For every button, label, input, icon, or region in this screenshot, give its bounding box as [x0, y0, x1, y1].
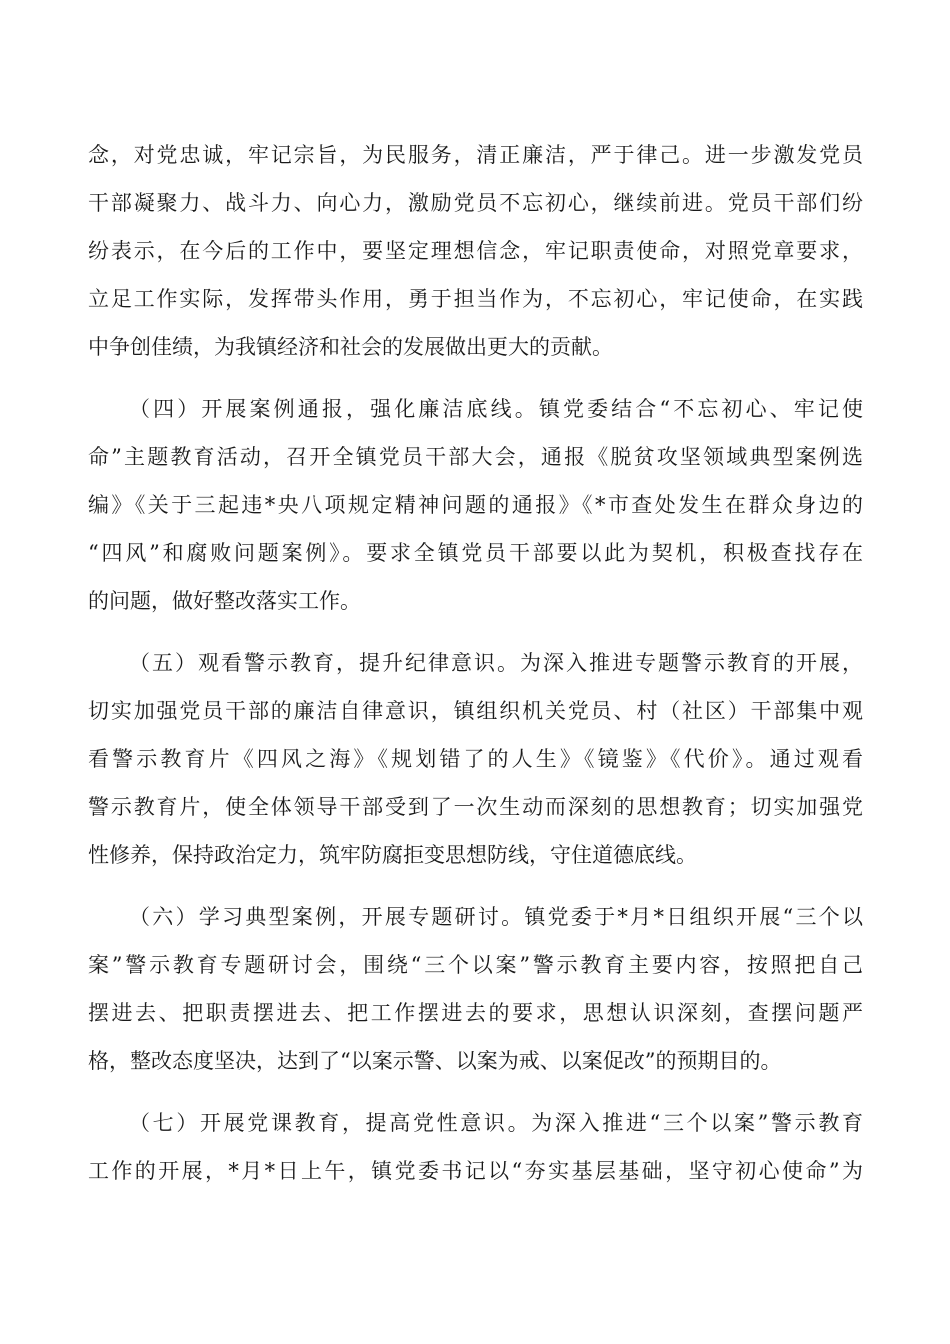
body-text-line: 工作的开展，*月*日上午，镇党委书记以“夯实基层基础，坚守初心使命”为: [88, 1159, 863, 1183]
body-text-line: 编》《关于三起违*央八项规定精神问题的通报》《*市查处发生在群众身边的: [88, 493, 863, 517]
paragraph-heading-line: （七）开展党课教育，提高党性意识。为深入推进“三个以案”警示教育: [129, 1111, 863, 1135]
paragraph-heading-line: （六）学习典型案例，开展专题研讨。镇党委于*月*日组织开展“三个以: [129, 905, 863, 929]
body-text-line: 的问题，做好整改落实工作。: [88, 589, 361, 613]
body-text-line: 警示教育片，使全体领导干部受到了一次生动而深刻的思想教育；切实加强党: [88, 795, 863, 819]
body-text-line: 格，整改态度坚决，达到了“以案示警、以案为戒、以案促改”的预期目的。: [88, 1049, 782, 1073]
body-text-line: “四风”和腐败问题案例》。要求全镇党员干部要以此为契机，积极查找存在: [88, 541, 863, 565]
body-text-line: 看警示教育片《四风之海》《规划错了的人生》《镜鉴》《代价》。通过观看: [88, 747, 863, 771]
body-text-line: 摆进去、把职责摆进去、把工作摆进去的要求，思想认识深刻，查摆问题严: [88, 1001, 863, 1025]
body-text-line: 切实加强党员干部的廉洁自律意识，镇组织机关党员、村（社区）干部集中观: [88, 699, 863, 723]
body-text-line: 性修养，保持政治定力，筑牢防腐拒变思想防线，守住道德底线。: [88, 843, 697, 867]
body-text-line: 念，对党忠诚，牢记宗旨，为民服务，清正廉洁，严于律己。进一步激发党员: [88, 143, 863, 167]
body-text-line: 纷表示，在今后的工作中，要坚定理想信念，牢记职责使命，对照党章要求，: [88, 239, 863, 263]
body-text-line: 中争创佳绩，为我镇经济和社会的发展做出更大的贡献。: [88, 335, 613, 359]
paragraph-heading-line: （四）开展案例通报，强化廉洁底线。镇党委结合“不忘初心、牢记使: [129, 397, 863, 421]
body-text-line: 命”主题教育活动，召开全镇党员干部大会，通报《脱贫攻坚领域典型案例选: [88, 445, 863, 469]
body-text-line: 案”警示教育专题研讨会，围绕“三个以案”警示教育主要内容，按照把自己: [88, 953, 863, 977]
body-text-line: 干部凝聚力、战斗力、向心力，激励党员不忘初心，继续前进。党员干部们纷: [88, 191, 863, 215]
body-text-line: 立足工作实际，发挥带头作用，勇于担当作为，不忘初心，牢记使命，在实践: [88, 287, 863, 311]
paragraph-heading-line: （五）观看警示教育，提升纪律意识。为深入推进专题警示教育的开展，: [129, 651, 863, 675]
